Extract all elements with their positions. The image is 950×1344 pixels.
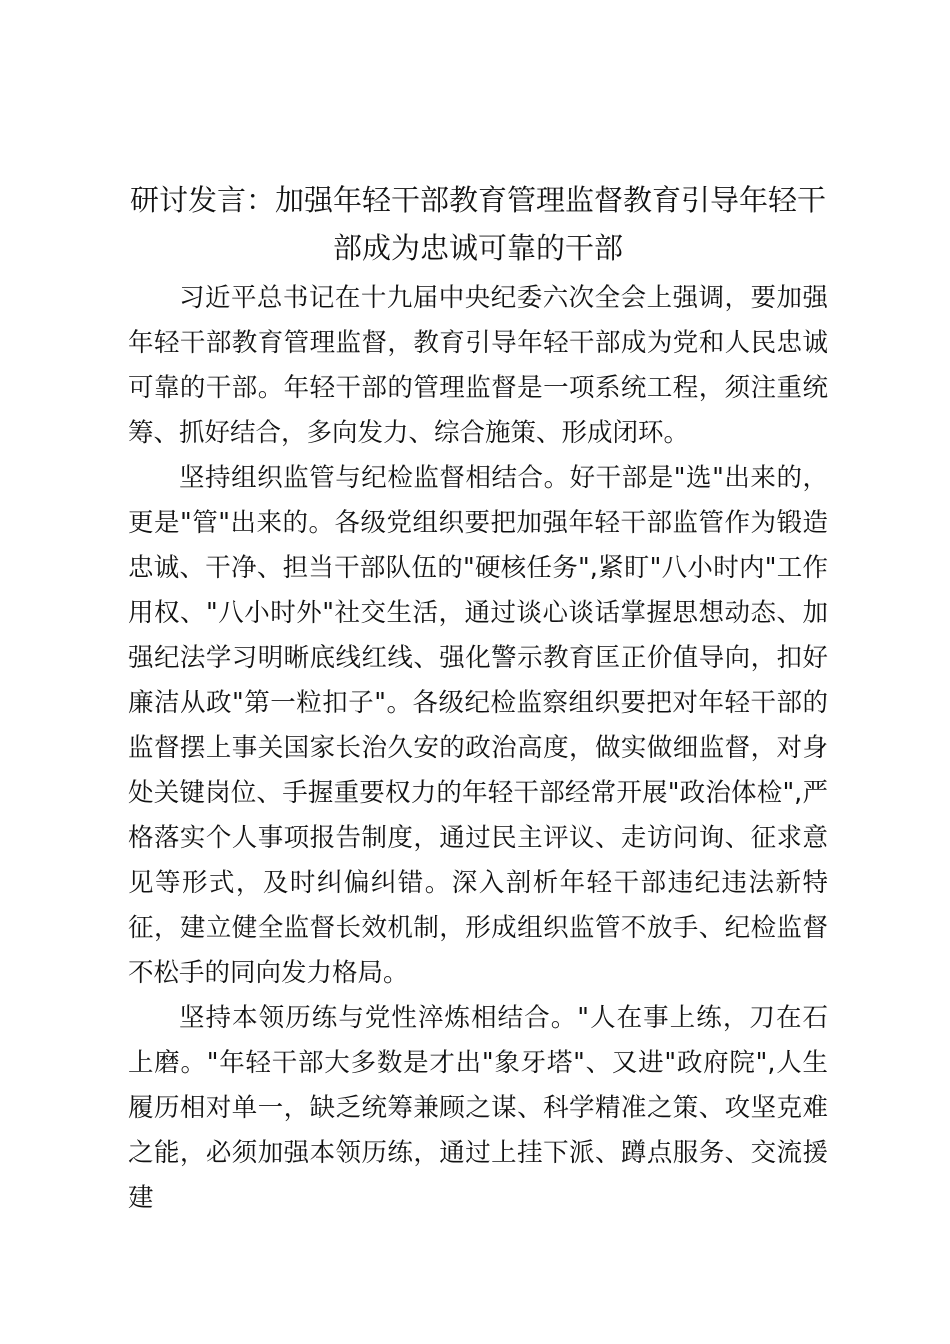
paragraph-training: 坚持本领历练与党性淬炼相结合。"人在事上练，刀在石上磨。"年轻干部大多数是才出"象牙塔"、又进"政府院",人生履历相对单一，缺乏统筹兼顾之谋、科学精准之策、攻坚克难之能，必须加强本领历练，通过上挂下派、蹲点服务、交流援建 — [128, 1003, 828, 1213]
document-body — [128, 276, 828, 1221]
document-title: 研讨发言：加强年轻干部教育管理监督教育引导年轻干部成为忠诚可靠的干部 — [129, 183, 826, 265]
paragraph-supervision: 坚持组织监管与纪检监督相结合。好干部是"选"出来的，更是"管"出来的。各级党组织要把加强年轻干部监管作为锻造忠诚、干净、担当干部队伍的"硬核任务",紧盯"八小时内"工作用权、"八小时外"社交生活，通过谈心谈话掌握思想动态、加强纪法学习明晰底线红线、强化警示教育匡正价值导向，扣好廉洁从政"第一粒扣子"。各级纪检监察组织要把对年轻干部的监督摆上事关国家长治久安的政治高度，做实做细监督，对身处关键岗位、手握重要权力的年轻干部经常开展"政治体检",严格落实个人事项报告制度，通过民主评议、走访问询、征求意见等形式，及时纠偏纠错。深入剖析年轻干部违纪违法新特征，建立健全监督长效机制，形成组织监管不放手、纪检监督不松手的同向发力格局。 — [128, 463, 828, 988]
paragraph-intro: 习近平总书记在十九届中央纪委六次全会上强调，要加强年轻干部教育管理监督，教育引导年轻干部成为党和人民忠诚可靠的干部。年轻干部的管理监督是一项系统工程，须注重统筹、抓好结合，多向发力、综合施策、形成闭环。 — [128, 283, 828, 448]
